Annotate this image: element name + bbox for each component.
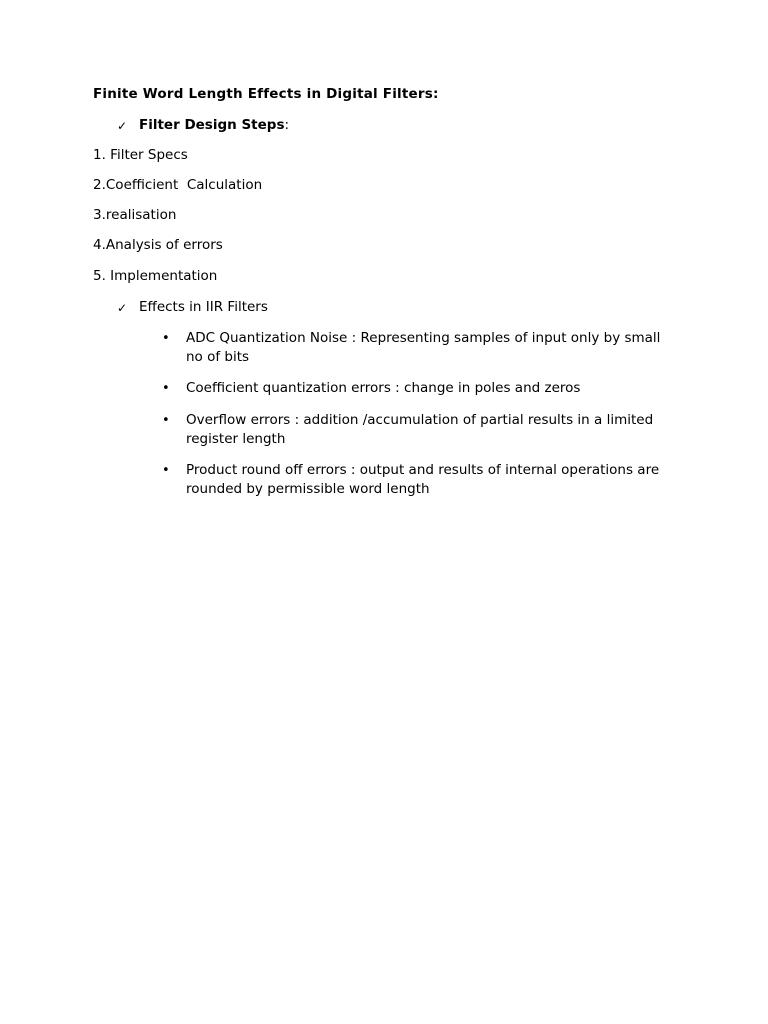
section-heading: Filter Design Steps: [139, 117, 285, 133]
step-item: 5. Implementation: [93, 268, 218, 284]
bullet-list-item: [162, 379, 662, 398]
bullet-list-item: [162, 329, 662, 367]
bullet-text: ADC Quantization Noise : Representing samples of input only by small no of bits: [186, 330, 661, 365]
step-item: 1. Filter Specs: [93, 147, 188, 163]
section-heading: Effects in IIR Filters: [139, 299, 268, 315]
bullet-icon: •: [162, 331, 170, 346]
document-title: Finite Word Length Effects in Digital Filters:: [93, 86, 439, 102]
bullet-list-item: [162, 461, 662, 499]
section-effects-iir-filters: [117, 298, 268, 317]
bullet-icon: •: [162, 463, 170, 478]
bullet-text: Product round off errors : output and results of internal operations are rounded by permissible word length: [186, 462, 660, 497]
bullet-icon: •: [162, 413, 170, 428]
bullet-icon: •: [162, 381, 170, 396]
section-heading-suffix: :: [284, 117, 290, 133]
bullet-list-item: [162, 411, 662, 449]
step-item: 4.Analysis of errors: [93, 237, 223, 253]
bullet-text: Overflow errors : addition /accumulation of partial results in a limited register length: [186, 412, 654, 447]
section-filter-design-steps: [117, 116, 289, 135]
step-item: 3.realisation: [93, 207, 177, 223]
checkmark-icon: ✓: [117, 118, 128, 133]
checkmark-icon: ✓: [117, 300, 128, 315]
bullet-text: Coefficient quantization errors : change in poles and zeros: [186, 380, 581, 396]
step-item: 2.Coefficient Calculation: [93, 177, 263, 193]
